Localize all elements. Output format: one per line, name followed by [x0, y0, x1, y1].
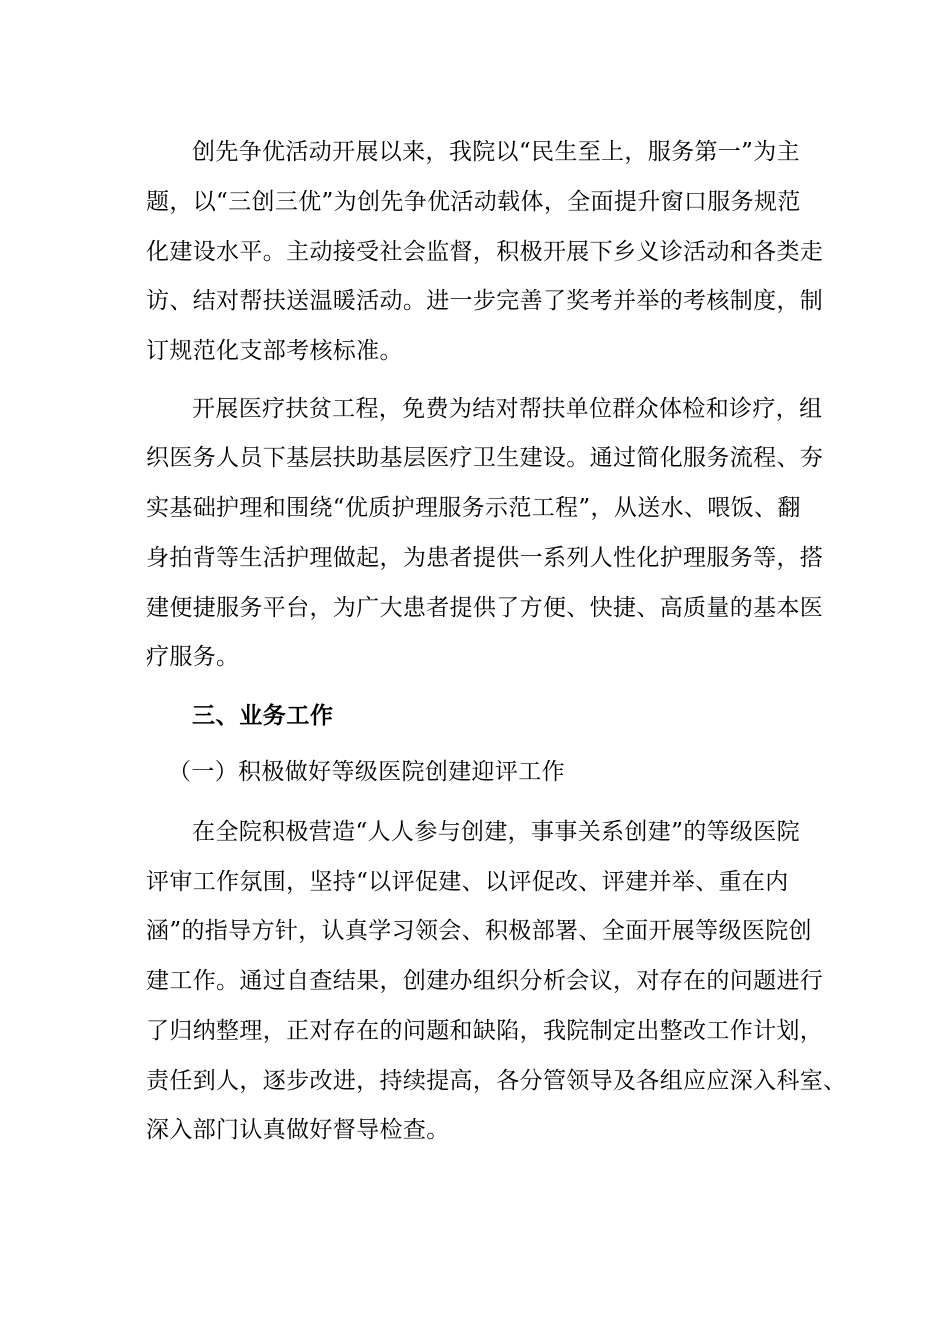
paragraph-1-line-5: 订规范化支部考核标准。 — [146, 338, 403, 364]
paragraph-2-line-3: 实基础护理和围绕“优质护理服务示范工程”，从送水、喂饭、翻 — [146, 495, 801, 521]
paragraph-3-line-4: 建工作。通过自查结果，创建办组织分析会议，对存在的问题进行 — [146, 968, 824, 994]
paragraph-1-line-1: 创先争优活动开展以来，我院以“民生至上，服务第一”为主 — [192, 139, 800, 165]
paragraph-3-line-2: 评审工作氛围，坚持“以评促建、以评促改、评建并举、重在内 — [146, 869, 789, 895]
section-heading: 三、业务工作 — [192, 703, 334, 729]
paragraph-2-line-1: 开展医疗扶贫工程，免费为结对帮扶单位群众体检和诊疗，组 — [192, 396, 823, 422]
paragraph-2-line-4: 身拍背等生活护理做起，为患者提供一系列人性化护理服务等，搭 — [146, 545, 824, 571]
paragraph-2-line-2: 织医务人员下基层扶助基层医疗卫生建设。通过简化服务流程、夯 — [146, 445, 824, 471]
paragraph-3-line-5: 了归纳整理，正对存在的问题和缺陷，我院制定出整改工作计划， — [146, 1018, 824, 1044]
paragraph-1-line-2: 题，以“三创三优”为创先争优活动载体，全面提升窗口服务规范 — [146, 189, 801, 215]
paragraph-3-line-7: 深入部门认真做好督导检查。 — [146, 1117, 450, 1143]
paragraph-1-line-4: 访、结对帮扶送温暖活动。进一步完善了奖考并举的考核制度，制 — [146, 288, 824, 314]
paragraph-3-line-3: 涵”的指导方针，认真学习领会、积极部署、全面开展等级医院创 — [146, 918, 812, 944]
subsection-heading: （一）积极做好等级医院创建迎评工作 — [168, 759, 565, 785]
paragraph-2-line-5: 建便捷服务平台，为广大患者提供了方便、快捷、高质量的基本医 — [146, 595, 824, 621]
paragraph-3-line-6: 责任到人，逐步改进，持续提高，各分管领导及各组应应深入科室、 — [146, 1068, 847, 1094]
paragraph-2-line-6: 疗服务。 — [146, 644, 240, 670]
paragraph-1-line-3: 化建设水平。主动接受社会监督，积极开展下乡义诊活动和各类走 — [146, 239, 824, 265]
paragraph-3-line-1: 在全院积极营造“人人参与创建，事事关系创建”的等级医院 — [192, 819, 800, 845]
